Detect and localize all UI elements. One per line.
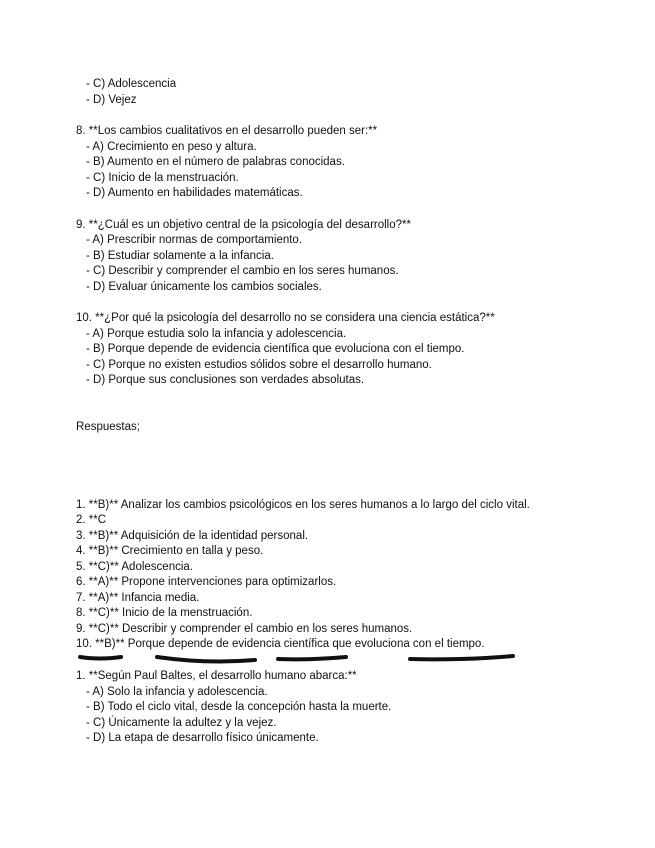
answer-9: 9. **C)** Describir y comprender el cambio en los seres humanos. <box>76 623 413 635</box>
question-9: 9. **¿Cuál es un objetivo central de la psicología del desarrollo?** <box>76 219 411 231</box>
q9-option-b: - B) Estudiar solamente a la infancia. <box>86 250 274 262</box>
q8-option-a: - A) Crecimiento en peso y altura. <box>86 141 257 153</box>
question-10: 10. **¿Por qué la psicología del desarrollo no se considera una ciencia estática?** <box>76 312 495 324</box>
answer-3: 3. **B)** Adquisición de la identidad personal. <box>76 530 309 542</box>
q8-option-b: - B) Aumento en el número de palabras conocidas. <box>86 156 345 168</box>
respuestas-heading: Respuestas; <box>76 421 140 433</box>
option-c-adolescencia: - C) Adolescencia <box>86 78 177 90</box>
q10-option-a: - A) Porque estudia solo la infancia y adolescencia. <box>86 328 347 340</box>
answer-6: 6. **A)** Propone intervenciones para optimizarlos. <box>76 576 337 588</box>
q10-option-d: - D) Porque sus conclusiones son verdades absolutas. <box>86 374 365 386</box>
pen-stroke-1 <box>80 657 121 659</box>
q1-option-c: - C) Únicamente la adultez y la vejez. <box>86 717 277 729</box>
pen-stroke-2 <box>157 657 255 661</box>
pen-stroke-3 <box>278 657 346 659</box>
answer-8: 8. **C)** Inicio de la menstruación. <box>76 607 253 619</box>
q8-option-d: - D) Aumento en habilidades matemáticas. <box>86 187 303 199</box>
answer-1: 1. **B)** Analizar los cambios psicológicos en los seres humanos a lo largo del ciclo vital. <box>76 499 530 511</box>
q9-option-c: - C) Describir y comprender el cambio en los seres humanos. <box>86 265 399 277</box>
q1-option-a: - A) Solo la infancia y adolescencia. <box>86 686 268 698</box>
question-8: 8. **Los cambios cualitativos en el desarrollo pueden ser:** <box>76 125 378 137</box>
q10-option-b: - B) Porque depende de evidencia científica que evoluciona con el tiempo. <box>86 343 465 355</box>
q9-option-d: - D) Evaluar únicamente los cambios sociales. <box>86 281 322 293</box>
q9-option-a: - A) Prescribir normas de comportamiento. <box>86 234 303 246</box>
answer-4: 4. **B)** Crecimiento en talla y peso. <box>76 545 264 557</box>
answer-2: 2. **C <box>76 514 107 526</box>
q10-option-c: - C) Porque no existen estudios sólidos sobre el desarrollo humano. <box>86 359 432 371</box>
q1-option-b: - B) Todo el ciclo vital, desde la concepción hasta la muerte. <box>86 701 392 713</box>
q1-option-d: - D) La etapa de desarrollo físico únicamente. <box>86 732 319 744</box>
pen-stroke-4 <box>410 656 513 659</box>
answer-5: 5. **C)** Adolescencia. <box>76 561 193 573</box>
answer-10: 10. **B)** Porque depende de evidencia científica que evoluciona con el tiempo. <box>76 638 485 650</box>
option-d-vejez: - D) Vejez <box>86 94 137 106</box>
question-1: 1. **Según Paul Baltes, el desarrollo humano abarca:** <box>76 670 357 682</box>
answer-7: 7. **A)** Infancia media. <box>76 592 200 604</box>
q8-option-c: - C) Inicio de la menstruación. <box>86 172 239 184</box>
